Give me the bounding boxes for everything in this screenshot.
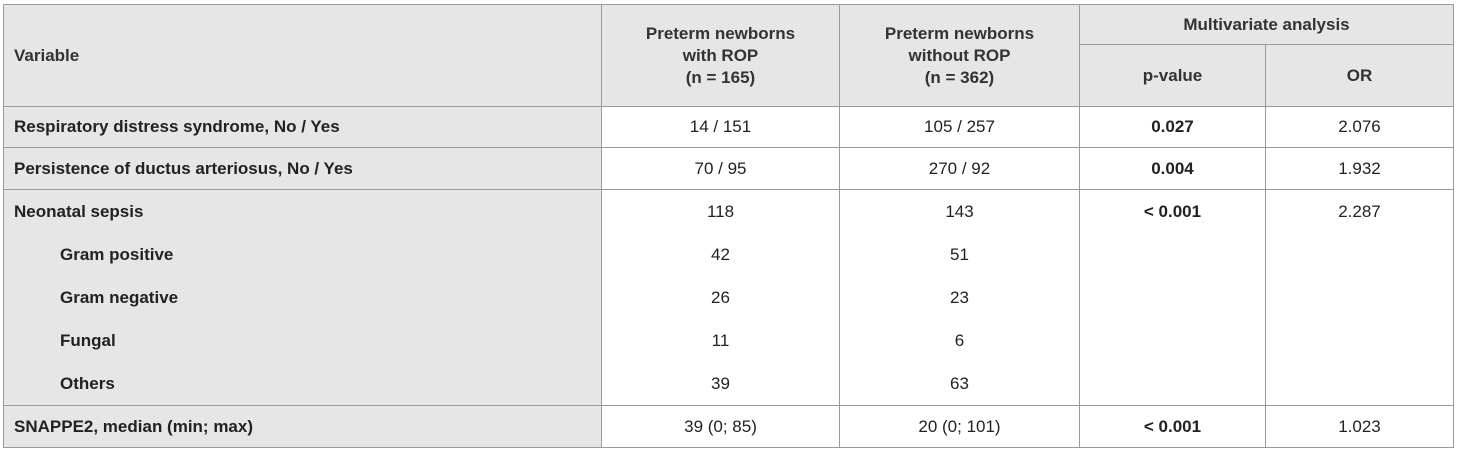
table-row: [4, 107, 1454, 148]
header-row-1: [4, 5, 1454, 45]
cell-or: 1.932: [1266, 148, 1454, 190]
cell-without-rop: 270 / 92: [840, 148, 1080, 190]
table-row: [4, 406, 1454, 448]
cell-with-rop: 11: [711, 331, 730, 350]
cell-with-rop: 42: [711, 245, 730, 264]
cell-without-rop: 143: [945, 202, 974, 221]
sepsis-without-rop: [840, 190, 1080, 406]
row-label: Respiratory distress syndrome, No / Yes: [4, 107, 602, 148]
row-label-sub: Fungal: [60, 331, 116, 350]
header-with-rop-line2: with ROP: [682, 45, 759, 65]
sepsis-or: [1266, 190, 1454, 406]
cell-with-rop: 26: [711, 288, 730, 307]
sepsis-labels: [4, 190, 602, 406]
cell-with-rop: 70 / 95: [602, 148, 840, 190]
row-label-sub: Gram positive: [60, 245, 174, 264]
sepsis-pvalue: [1080, 190, 1266, 406]
cell-pvalue: < 0.001: [1080, 406, 1266, 448]
table-row: [4, 148, 1454, 190]
header-or: OR: [1266, 45, 1454, 107]
row-label-sub: Others: [60, 374, 115, 393]
cell-or: 2.076: [1266, 107, 1454, 148]
cell-pvalue: 0.027: [1080, 107, 1266, 148]
table-container: [3, 4, 1453, 448]
header-pvalue: p-value: [1080, 45, 1266, 107]
cell-without-rop: 23: [950, 288, 969, 307]
sepsis-group: [4, 190, 1454, 406]
cell-without-rop: 6: [954, 331, 965, 350]
header-without-rop-line1: Preterm newborns: [884, 23, 1035, 43]
row-label-sub: Gram negative: [60, 288, 179, 307]
header-variable: Variable: [4, 5, 602, 107]
cell-pvalue: 0.004: [1080, 148, 1266, 190]
cell-without-rop: 105 / 257: [840, 107, 1080, 148]
cell-pvalue: < 0.001: [1143, 202, 1202, 221]
cell-with-rop: 118: [706, 202, 735, 221]
results-table: [3, 4, 1454, 448]
header-without-rop: [840, 5, 1080, 107]
cell-without-rop: 63: [950, 374, 969, 393]
header-with-rop: [602, 5, 840, 107]
cell-or: 2.287: [1338, 202, 1381, 221]
cell-with-rop: 39: [711, 374, 730, 393]
cell-or: 1.023: [1266, 406, 1454, 448]
cell-without-rop: 51: [950, 245, 969, 264]
row-label: SNAPPE2, median (min; max): [4, 406, 602, 448]
cell-with-rop: 14 / 151: [602, 107, 840, 148]
cell-with-rop: 39 (0; 85): [602, 406, 840, 448]
header-without-rop-line3: (n = 362): [924, 67, 995, 87]
header-with-rop-line1: Preterm newborns: [645, 23, 796, 43]
cell-without-rop: 20 (0; 101): [840, 406, 1080, 448]
header-with-rop-line3: (n = 165): [685, 67, 756, 87]
row-label: Persistence of ductus arteriosus, No / Yes: [4, 148, 602, 190]
header-multivariate: Multivariate analysis: [1080, 5, 1454, 45]
header-without-rop-line2: without ROP: [908, 45, 1011, 65]
sepsis-with-rop: [602, 190, 840, 406]
row-label: Neonatal sepsis: [14, 202, 144, 221]
